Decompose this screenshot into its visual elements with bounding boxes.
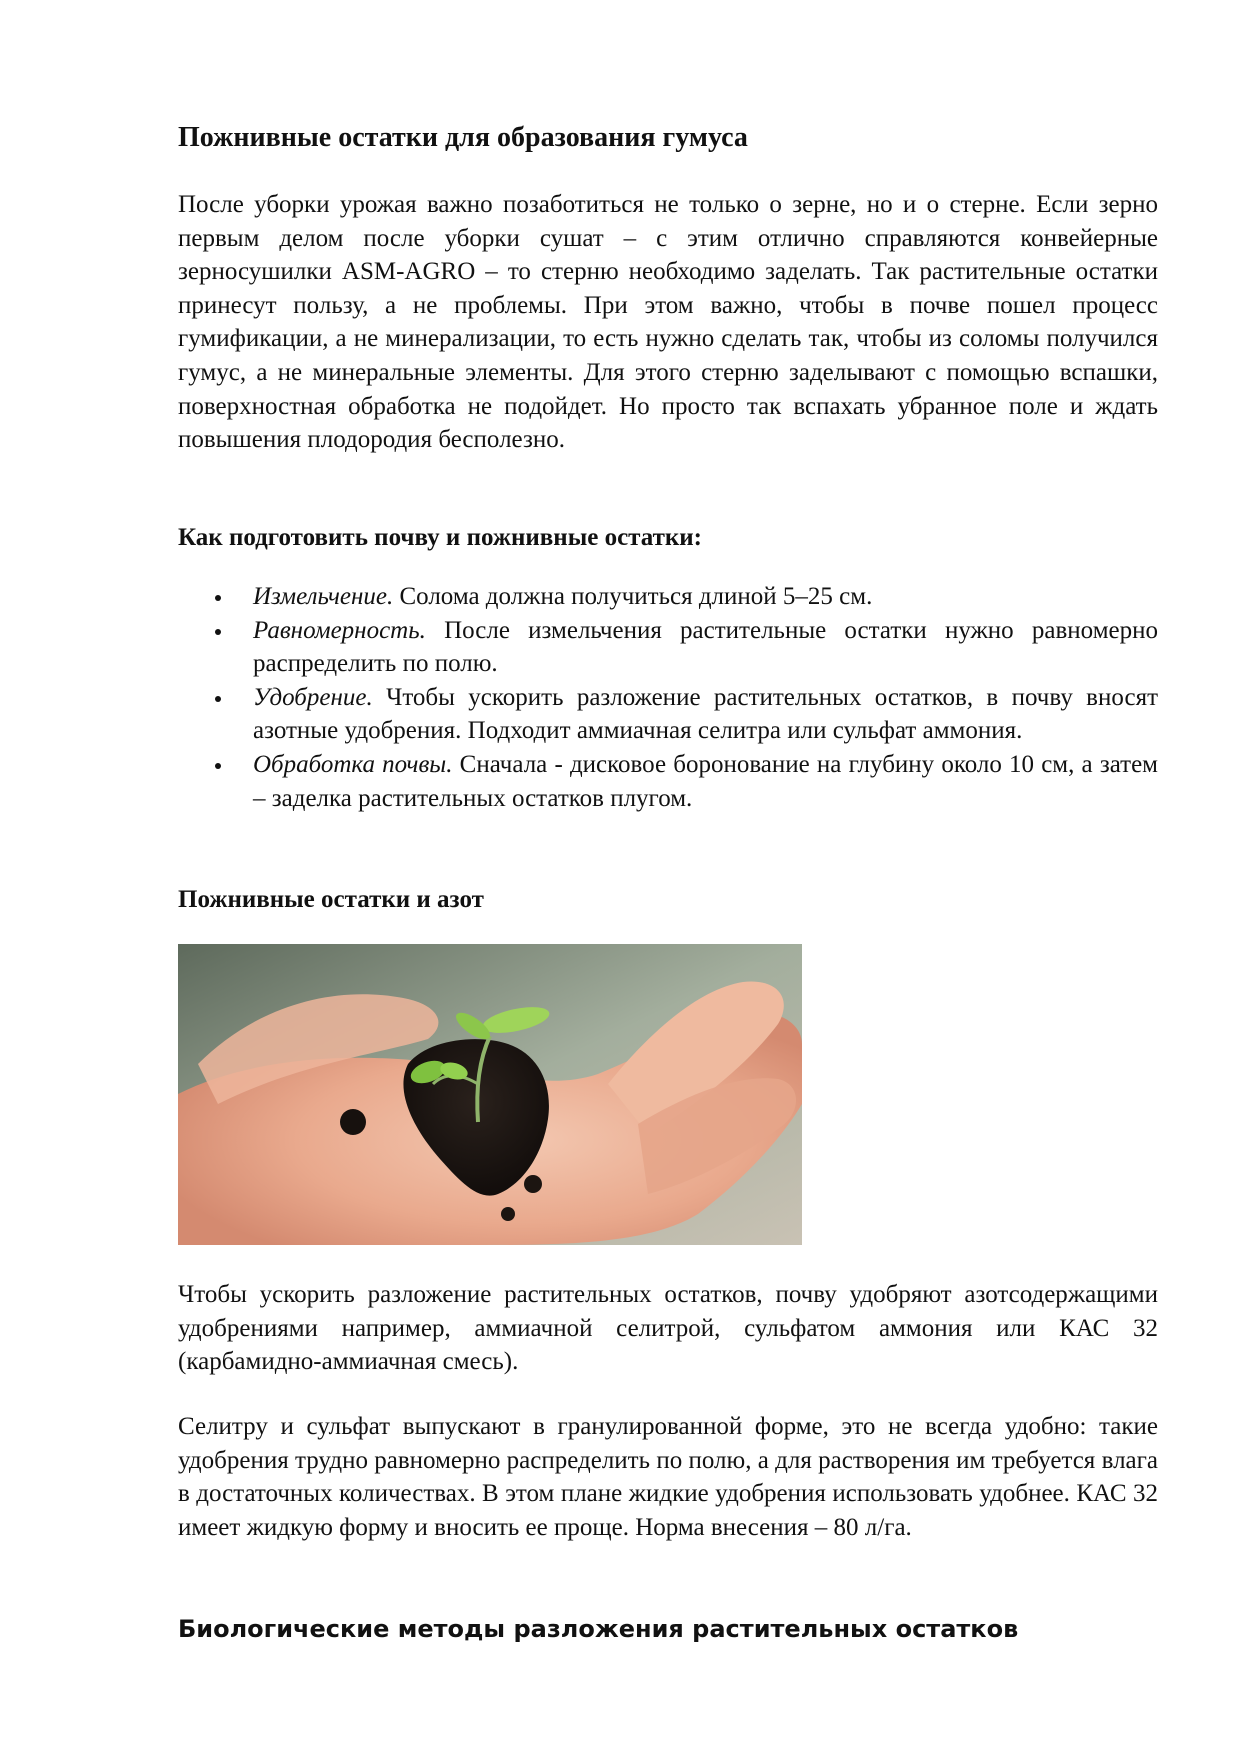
step-text: Сначала - дисковое боронование на глубину около 10 см, а затем – заделка растительных остатков плугом. bbox=[253, 750, 1158, 812]
nitrogen-paragraph-2: Селитру и сульфат выпускают в гранулированной форме, это не всегда удобно: такие удобрения трудно равномерно распределить по полю, а для растворения им требуется влага в достаточных количествах. В этом плане жидкие удобрения использовать удобнее. КАС 32 имеет жидкую форму и вносить ее проще. Норма внесения – 80 л/га. bbox=[178, 1413, 1158, 1541]
step-term: Обработка почвы. bbox=[253, 750, 453, 778]
step-text: Чтобы ускорить разложение растительных остатков, в почву вносят азотные удобрения. Подходит аммиачная селитра или сульфат аммония. bbox=[253, 683, 1158, 745]
step-text: После измельчения растительные остатки нужно равномерно распределить по полю. bbox=[253, 616, 1158, 678]
step-text: Солома должна получиться длиной 5–25 см. bbox=[393, 583, 873, 610]
nitrogen-heading: Пожнивные остатки и азот bbox=[178, 886, 484, 913]
bullet-icon bbox=[215, 629, 221, 635]
bio-heading: Биологические методы разложения растительных остатков bbox=[178, 1615, 1019, 1643]
seedling-in-hand-photo bbox=[178, 944, 802, 1245]
prep-heading: Как подготовить почву и пожнивные остатки: bbox=[178, 524, 703, 551]
prep-steps-list bbox=[178, 580, 1158, 815]
step-term: Удобрение. bbox=[253, 683, 373, 711]
step-term: Равномерность. bbox=[253, 616, 426, 644]
bullet-icon bbox=[215, 595, 221, 601]
seedling-illustration bbox=[178, 944, 802, 1245]
list-item bbox=[178, 748, 1158, 815]
nitrogen-paragraph-1: Чтобы ускорить разложение растительных остатков, почву удобряют азотсодержащими удобрениями например, аммиачной селитрой, сульфатом аммония или КАС 32 (карбамидно-аммиачная смесь). bbox=[178, 1281, 1158, 1376]
step-term: Измельчение. bbox=[253, 583, 394, 610]
bullet-icon bbox=[215, 696, 221, 702]
bullet-icon bbox=[215, 763, 221, 769]
intro-paragraph: После уборки урожая важно позаботиться не только о зерне, но и о стерне. Если зерно первым делом после уборки сушат – с этим отлично справляются конвейерные зерносушилки ASM-AGRO – то стерню необходимо заделать. Так растительные остатки принесут пользу, а не проблемы. При этом важно, чтобы в почве пошел процесс гумификации, а не минерализации, то есть нужно сделать так, чтобы из соломы получился гумус, а не минеральные элементы. Для этого стерню заделывают с помощью вспашки, поверхностная обработка не подойдет. Но просто так вспахать убранное поле и ждать повышения плодородия бесполезно. bbox=[178, 191, 1158, 454]
list-item bbox=[178, 580, 1158, 614]
list-item bbox=[178, 681, 1158, 748]
list-item bbox=[178, 614, 1158, 681]
page-title: Пожнивные остатки для образования гумуса bbox=[178, 122, 748, 153]
